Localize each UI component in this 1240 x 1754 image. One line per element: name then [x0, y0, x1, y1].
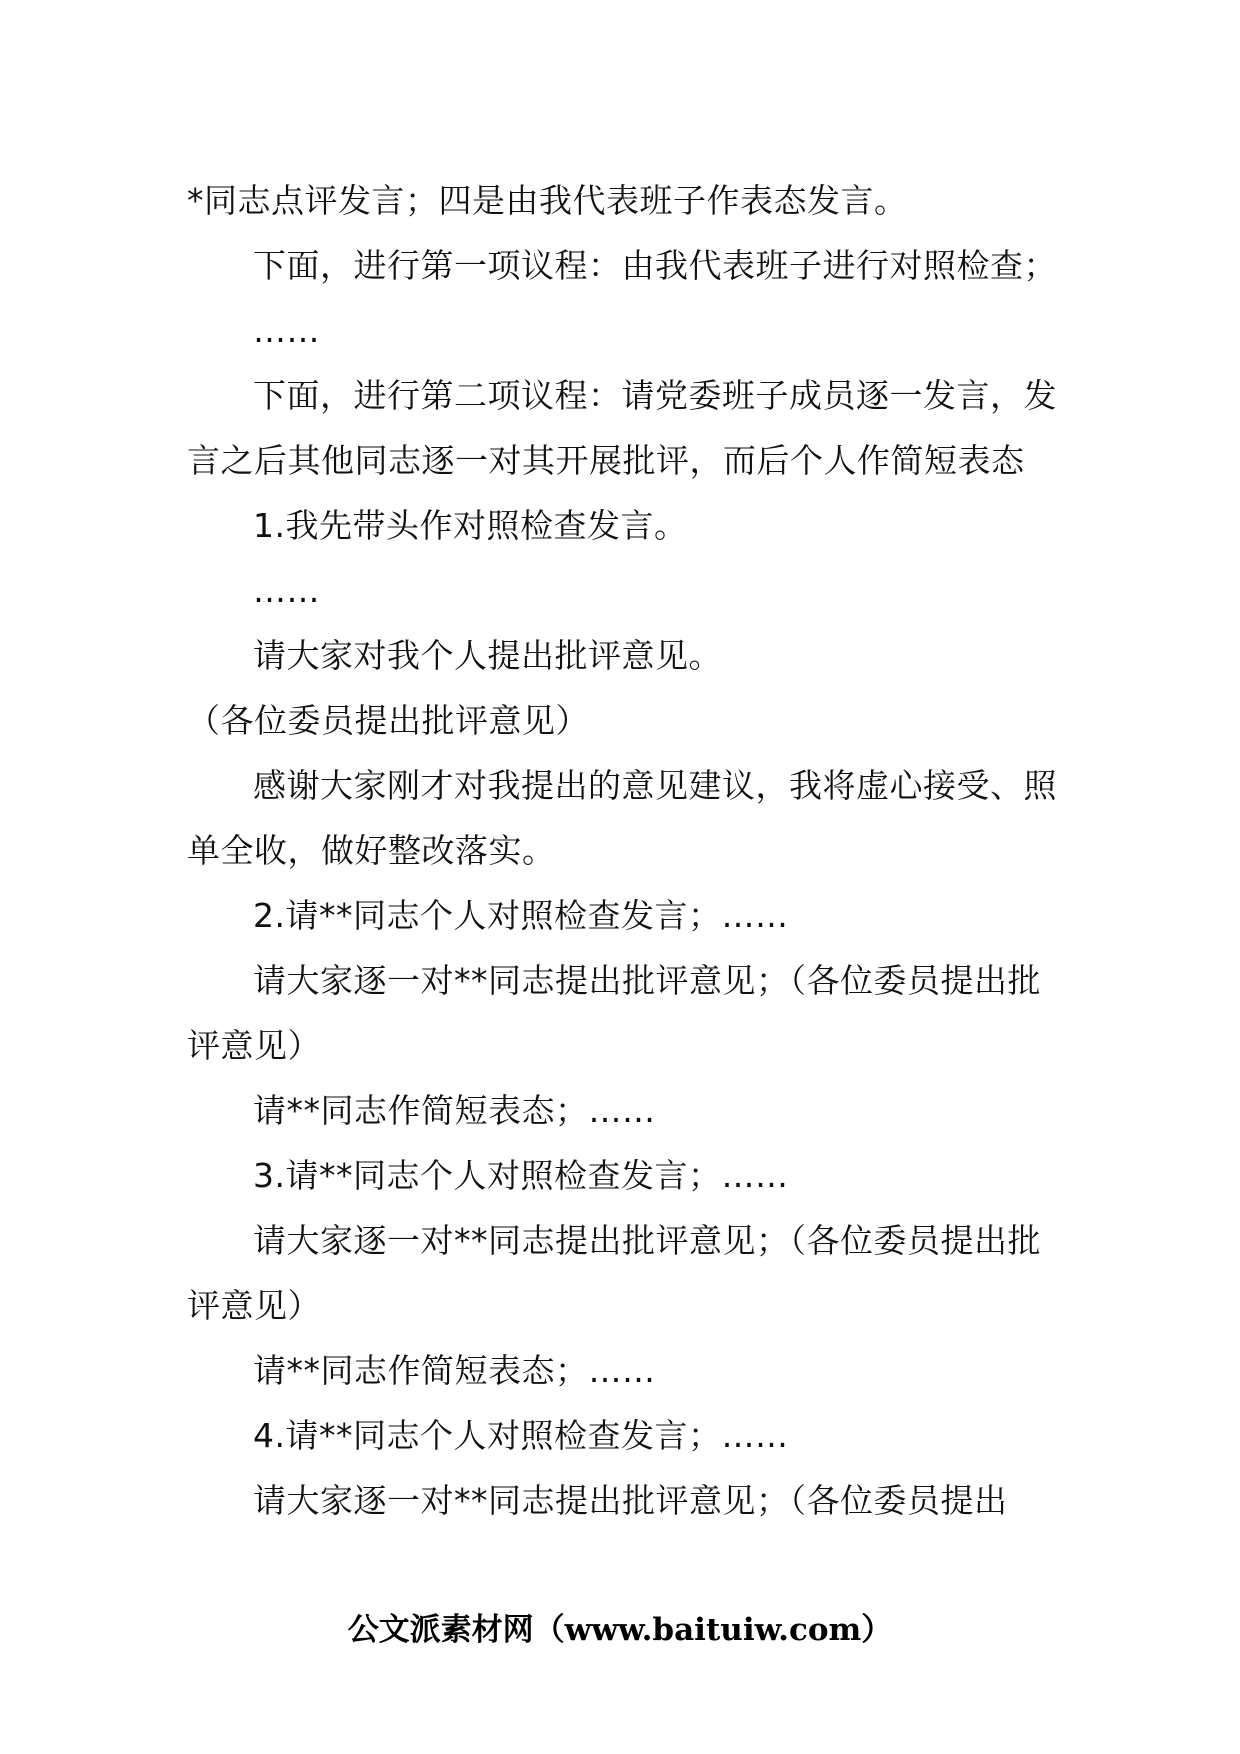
footer-source-text: 公文派素材网（www.baituiw.com） — [347, 1612, 893, 1648]
paragraph-11: 请大家逐一对**同志提出批评意见；（各位委员提出批评意见） — [187, 961, 1041, 1065]
paragraph-8: （各位委员提出批评意见） — [187, 701, 589, 740]
paragraph-15: 请**同志作简短表态；…… — [253, 1351, 656, 1390]
paragraph-14: 请大家逐一对**同志提出批评意见；（各位委员提出批评意见） — [187, 1221, 1041, 1325]
paragraph-1: *同志点评发言；四是由我代表班子作表态发言。 — [187, 181, 908, 220]
paragraph-2: 下面，进行第一项议程：由我代表班子进行对照检查； — [253, 246, 1057, 285]
paragraph-16: 4.请**同志个人对照检查发言；…… — [253, 1416, 789, 1455]
paragraph-4: 下面，进行第二项议程：请党委班子成员逐一发言，发言之后其他同志逐一对其开展批评，而后个人作简短表态 — [187, 376, 1057, 480]
paragraph-3: …… — [253, 311, 320, 350]
paragraph-13: 3.请**同志个人对照检查发言；…… — [253, 1156, 789, 1195]
document-body — [187, 168, 1057, 1533]
paragraph-5: 1.我先带头作对照检查发言。 — [253, 506, 688, 545]
paragraph-10: 2.请**同志个人对照检查发言；…… — [253, 896, 789, 935]
paragraph-12: 请**同志作简短表态；…… — [253, 1091, 656, 1130]
paragraph-9: 感谢大家刚才对我提出的意见建议，我将虚心接受、照单全收，做好整改落实。 — [187, 766, 1057, 870]
paragraph-17: 请大家逐一对**同志提出批评意见；（各位委员提出 — [253, 1481, 1008, 1520]
paragraph-6: …… — [253, 571, 320, 610]
paragraph-7: 请大家对我个人提出批评意见。 — [253, 636, 722, 675]
